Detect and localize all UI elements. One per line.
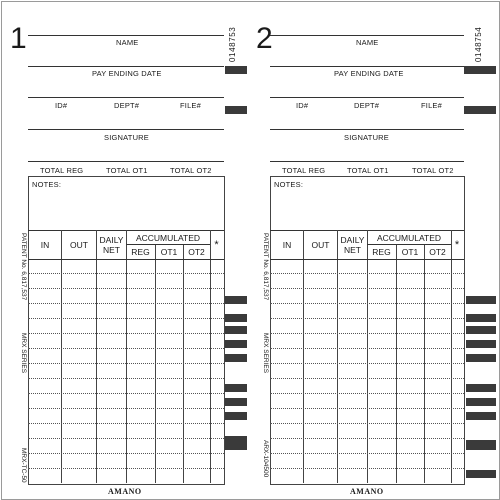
pay-ending-date-line	[270, 66, 464, 67]
timing-mark	[466, 412, 496, 420]
signature-label: SIGNATURE	[344, 133, 389, 142]
brand-logo: AMANO	[108, 487, 142, 496]
timing-mark	[466, 384, 496, 392]
file-label: FILE#	[180, 101, 202, 110]
timing-mark	[225, 340, 247, 348]
signature-line	[270, 129, 464, 130]
grid-row	[28, 348, 224, 349]
timecard-2	[246, 0, 496, 500]
form-code-text: MRX-TC-50	[20, 448, 27, 483]
grid-row	[28, 438, 224, 439]
timing-mark	[225, 314, 247, 322]
timing-mark	[466, 470, 496, 478]
grid-row	[28, 333, 224, 334]
grid-row	[270, 408, 464, 409]
grid-row	[28, 468, 224, 469]
totals-line	[270, 161, 464, 162]
notes-label: NOTES:	[32, 180, 62, 189]
grid-row	[28, 408, 224, 409]
name-label: NAME	[116, 38, 139, 47]
col-divider	[367, 230, 368, 483]
card-number: 2	[256, 22, 273, 55]
timing-mark	[466, 326, 496, 334]
col-net: NET	[344, 245, 361, 255]
grid-row	[270, 453, 464, 454]
col-out: OUT	[70, 240, 88, 250]
signature-line	[28, 129, 224, 130]
grid-row	[270, 423, 464, 424]
header-bottom	[270, 259, 464, 260]
col-divider	[451, 230, 452, 483]
patent-text: PATENT No. 6,817,537	[262, 233, 269, 301]
col-reg: REG	[372, 247, 391, 257]
dept-label: DEPT#	[354, 101, 380, 110]
col-reg: REG	[131, 247, 150, 257]
col-divider	[61, 230, 62, 483]
col-divider	[96, 230, 97, 483]
col-divider	[337, 230, 338, 483]
total-ot1-label: TOTAL OT1	[106, 166, 148, 175]
col-ot2: OT2	[429, 247, 446, 257]
total-ot2-label: TOTAL OT2	[412, 166, 454, 175]
grid-row	[270, 318, 464, 319]
timing-mark	[225, 398, 247, 406]
timing-mark	[466, 440, 496, 450]
timing-mark	[225, 296, 247, 304]
pay-ending-date-label: PAY ENDING DATE	[92, 69, 162, 78]
signature-label: SIGNATURE	[104, 133, 149, 142]
timing-mark	[225, 326, 247, 334]
timing-mark	[466, 398, 496, 406]
timing-mark	[464, 66, 496, 74]
grid-row	[28, 423, 224, 424]
timing-mark	[225, 66, 247, 74]
col-ot1: OT1	[160, 247, 178, 257]
grid-row	[270, 438, 464, 439]
name-line	[270, 35, 464, 36]
col-star: *	[214, 239, 219, 251]
notes-label: NOTES:	[274, 180, 304, 189]
form-code-text: ARX-104500	[262, 440, 269, 478]
card-number: 1	[10, 22, 27, 55]
timing-mark	[225, 354, 247, 362]
accumulated-divider	[367, 244, 451, 245]
timing-mark	[225, 412, 247, 420]
grid-row	[28, 318, 224, 319]
col-in: IN	[282, 240, 292, 250]
brand-logo: AMANO	[350, 487, 384, 496]
timing-mark	[225, 384, 247, 392]
grid-row	[270, 273, 464, 274]
dept-label: DEPT#	[114, 101, 140, 110]
total-ot2-label: TOTAL OT2	[170, 166, 212, 175]
serial-number: 0148754	[474, 26, 483, 62]
id-line	[28, 97, 224, 98]
totals-line	[28, 161, 224, 162]
grid-row	[28, 288, 224, 289]
timing-mark	[466, 314, 496, 322]
file-label: FILE#	[421, 101, 443, 110]
col-ot1: OT1	[401, 247, 419, 257]
serial-number: 0148753	[228, 26, 237, 62]
grid-row	[28, 303, 224, 304]
total-ot1-label: TOTAL OT1	[347, 166, 389, 175]
timing-mark	[466, 296, 496, 304]
total-reg-label: TOTAL REG	[40, 166, 84, 175]
grid-row	[270, 393, 464, 394]
patent-text: PATENT No. 6,817,537	[20, 233, 27, 301]
grid-row	[270, 468, 464, 469]
grid-row	[270, 303, 464, 304]
col-daily: DAILY	[99, 235, 124, 245]
timing-mark	[225, 106, 247, 114]
grid-row	[270, 348, 464, 349]
col-ot2: OT2	[188, 247, 205, 257]
timing-mark	[464, 106, 496, 114]
col-star: *	[454, 239, 460, 251]
id-label: ID#	[55, 101, 68, 110]
grid-row	[28, 378, 224, 379]
col-accumulated: ACCUMULATED	[376, 233, 442, 243]
accumulated-divider	[126, 244, 210, 245]
grid-row	[270, 378, 464, 379]
total-reg-label: TOTAL REG	[282, 166, 326, 175]
grid-row	[270, 288, 464, 289]
pay-ending-date-line	[28, 66, 224, 67]
grid-row	[28, 453, 224, 454]
id-line	[270, 97, 464, 98]
timing-mark	[225, 436, 247, 450]
col-accumulated: ACCUMULATED	[135, 233, 201, 243]
name-label: NAME	[356, 38, 379, 47]
grid-row	[28, 393, 224, 394]
grid-row	[28, 273, 224, 274]
col-out: OUT	[311, 240, 330, 250]
header-bottom	[28, 259, 224, 260]
name-line	[28, 35, 224, 36]
timing-mark	[466, 354, 496, 362]
series-text: MRX SERIES	[20, 333, 27, 374]
id-label: ID#	[296, 101, 309, 110]
pay-ending-date-label: PAY ENDING DATE	[334, 69, 404, 78]
col-divider	[210, 230, 211, 483]
col-net: NET	[103, 245, 120, 255]
grid-row	[270, 333, 464, 334]
col-in: IN	[40, 240, 50, 250]
grid-row	[270, 363, 464, 364]
col-daily: DAILY	[340, 235, 365, 245]
col-divider	[126, 230, 127, 483]
col-divider	[303, 230, 304, 483]
grid-row	[28, 363, 224, 364]
timing-mark	[466, 340, 496, 348]
series-text: MRX SERIES	[262, 333, 269, 374]
